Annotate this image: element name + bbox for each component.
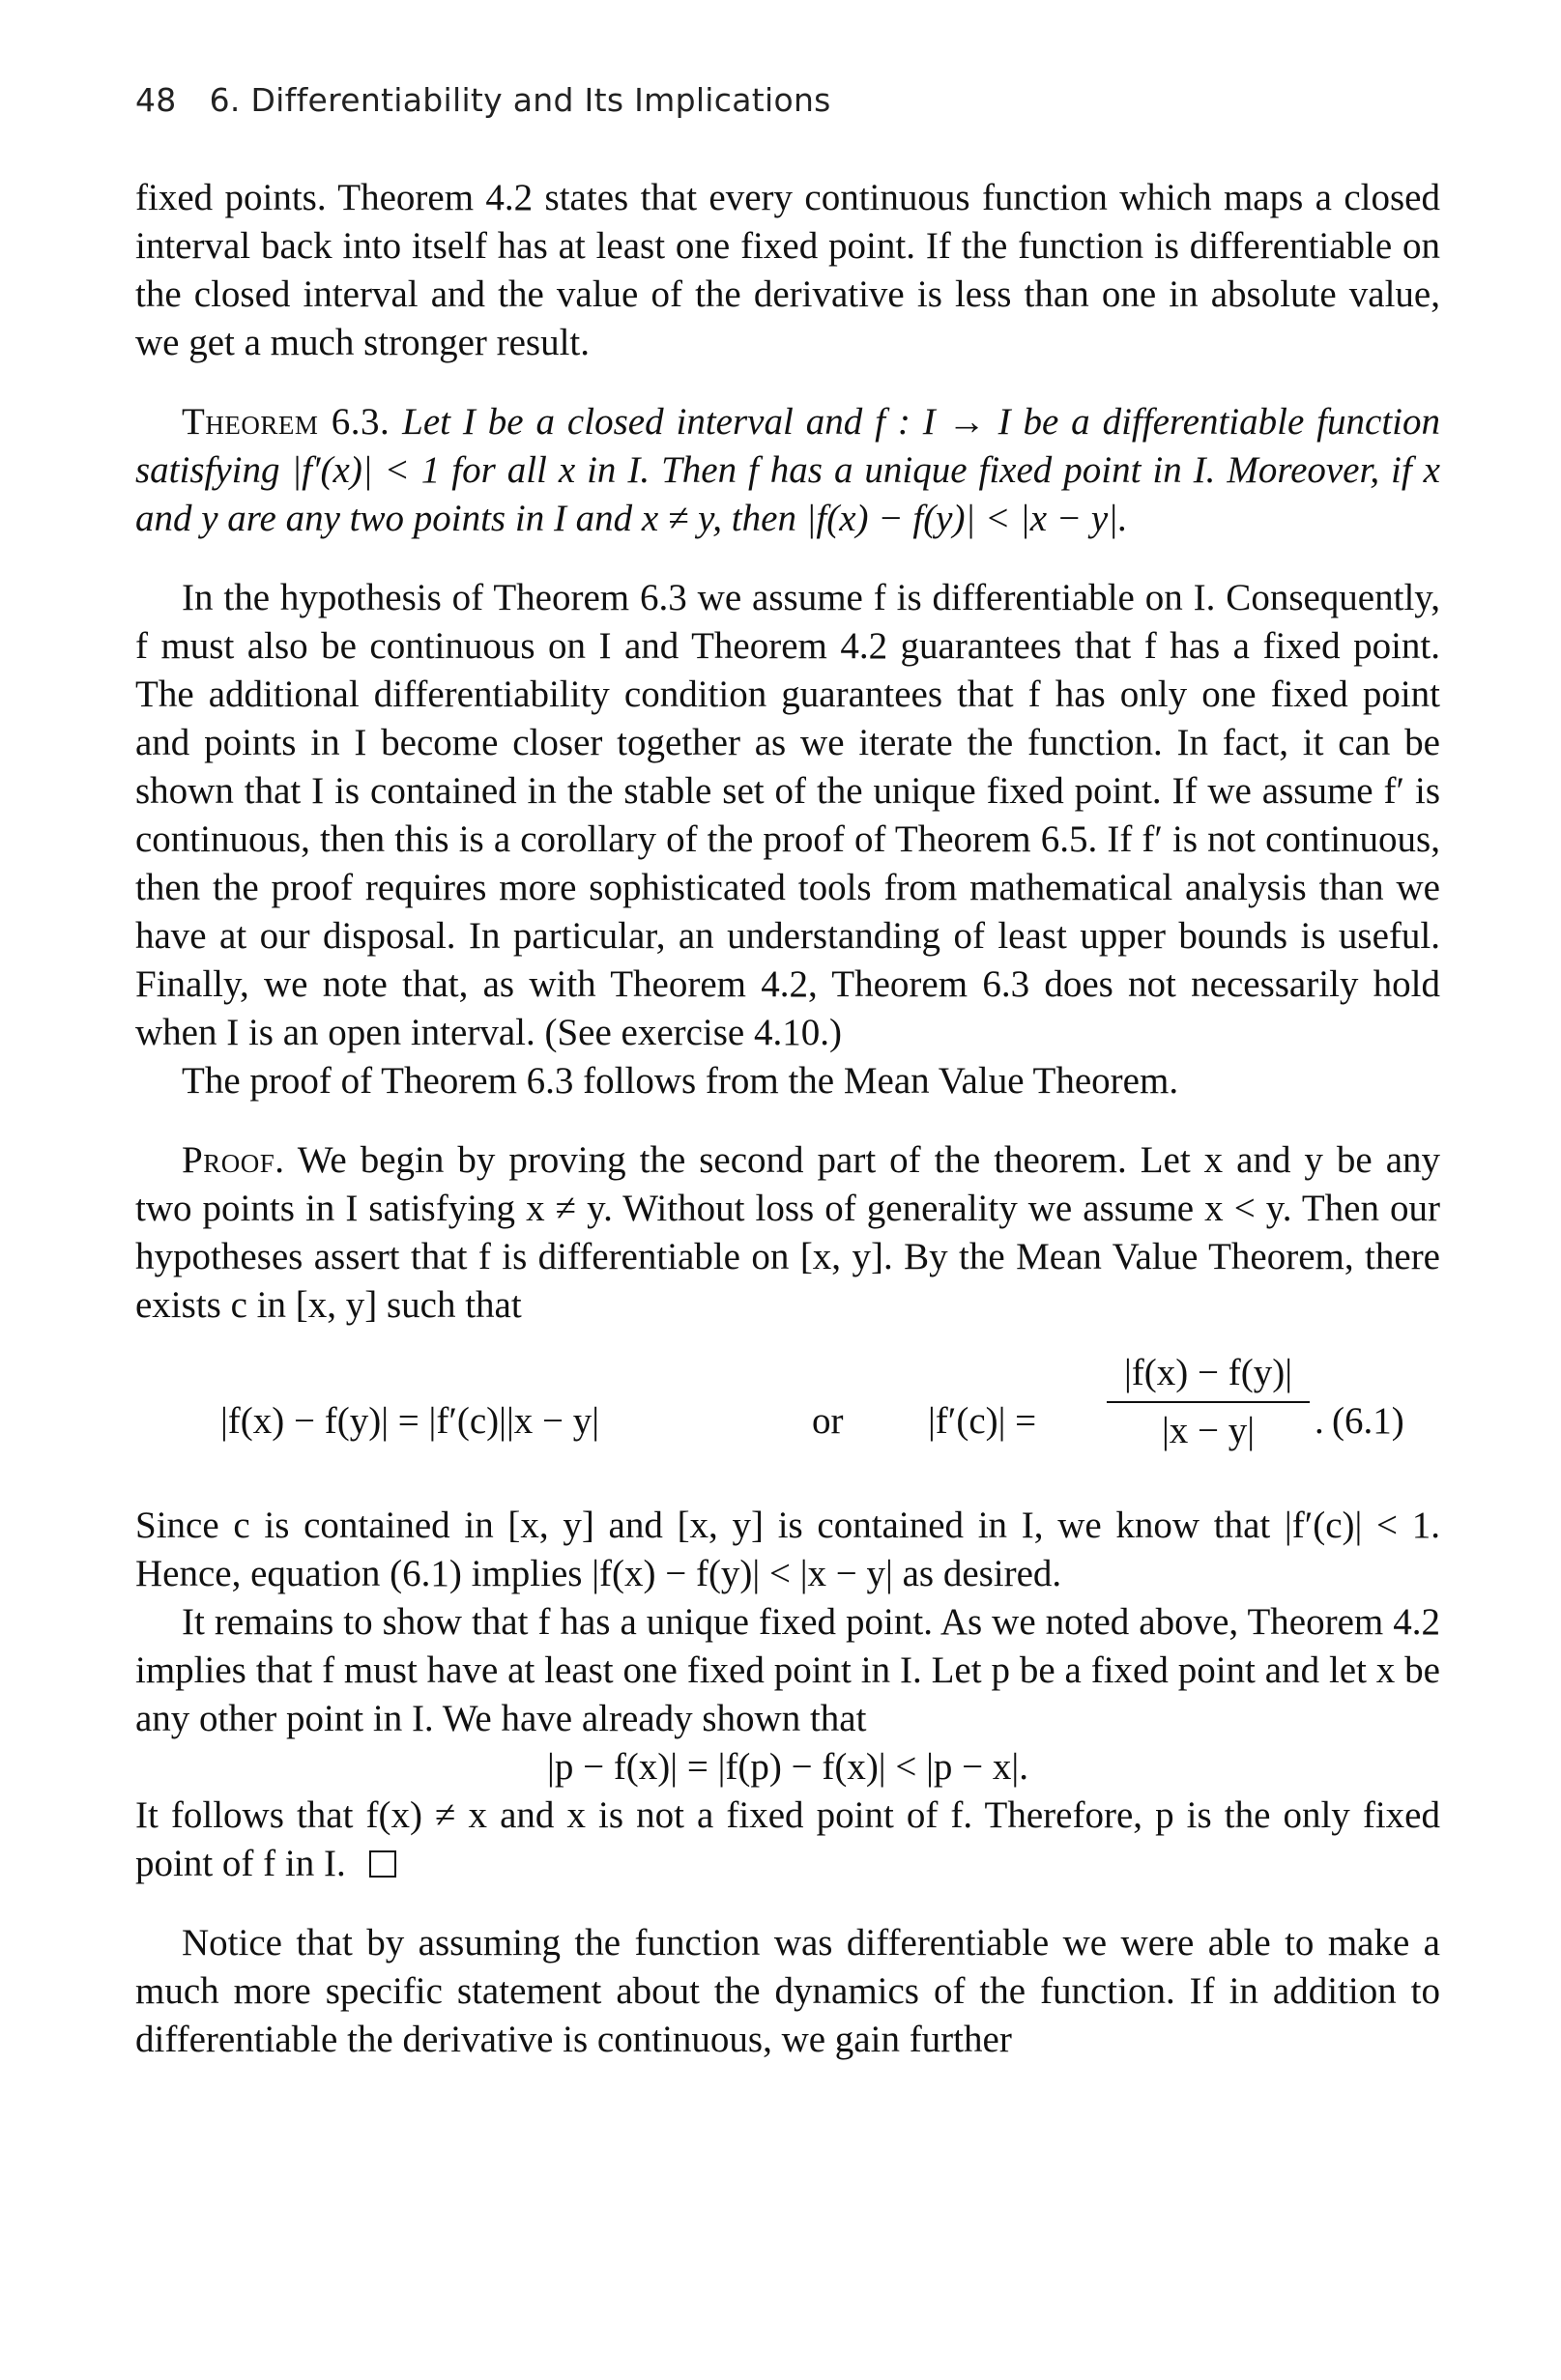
paragraph-notice: Notice that by assuming the function was differentiable we were able to make a much more specific statement about the dynamics of the function. If in addition to differentiable the derivative is continuous, we gain further <box>135 1922 1440 2060</box>
page-body <box>135 174 1440 2064</box>
proof-text: We begin by proving the second part of the theorem. Let x and y be any two points in I satisfying x ≠ y. Without loss of generality we assume x < y. Then our hypotheses assert that f is differentiable on [x, y]. By the Mean Value Theorem, there exists c in [x, y] such that <box>135 1139 1440 1326</box>
paragraph-hypothesis: In the hypothesis of Theorem 6.3 we assume f is differentiable on I. Consequently, f must also be continuous on I and Theorem 4.2 guarantees that f has a fixed point. The additional differentiability condition guarantees that f has only one fixed point and points in I become closer together as we iterate the function. In fact, it can be shown that I is contained in the stable set of the unique fixed point. If we assume f′ is continuous, then this is a corollary of the proof of Theorem 6.5. If f′ is not continuous, then the proof requires more sophisticated tools from mathematical analysis than we have at our disposal. In particular, an understanding of least upper bounds is useful. Finally, we note that, as with Theorem 4.2, Theorem 6.3 does not necessarily hold when I is an open interval. (See exercise 4.10.) <box>135 577 1440 1053</box>
theorem-label: Theorem 6.3. <box>182 401 390 443</box>
proof-paragraph <box>135 1136 1440 1330</box>
proof-label: Proof. <box>182 1139 285 1181</box>
equation-tag: (6.1) <box>1332 1400 1404 1442</box>
theorem-6-3 <box>135 398 1440 543</box>
paragraph-conclusion <box>135 1792 1440 1888</box>
equation-lhs: |f(x) − f(y)| = |f′(c)||x − y| <box>220 1400 600 1442</box>
qed-box-icon <box>369 1850 396 1878</box>
equation-period: . <box>1315 1400 1324 1442</box>
theorem-statement: Let I be a closed interval and f : I → I be a differentiable function satisfying |f′(x)| < 1 for all x in I. Then f has a unique fixed point in I. Moreover, if x and y are any two points in I and x ≠ y, then |f(x) − f(y)| < |x − y|. <box>135 401 1440 539</box>
equation-rhs: |f′(c)| = <box>928 1400 1037 1442</box>
fraction-numerator: |f(x) − f(y)| <box>1107 1349 1310 1403</box>
equation-fraction <box>1107 1349 1310 1455</box>
paragraph-mvt: The proof of Theorem 6.3 follows from the Mean Value Theorem. <box>182 1060 1179 1102</box>
conclusion-text: It follows that f(x) ≠ x and x is not a fixed point of f. Therefore, p is the only fixed point of f in I. <box>135 1794 1440 1884</box>
chapter-title: 6. Differentiability and Its Implications <box>209 81 831 119</box>
running-header <box>135 81 831 119</box>
page-number: 48 <box>135 81 177 119</box>
equation-fixed-point: |p − f(x)| = |f(p) − f(x)| < |p − x|. <box>547 1746 1028 1788</box>
paragraph-unique: It remains to show that f has a unique fixed point. As we noted above, Theorem 4.2 implies that f must have at least one fixed point in I. Let p be a fixed point and let x be any other point in I. We have already shown that <box>135 1601 1440 1739</box>
paragraph-since: Since c is contained in [x, y] and [x, y] is contained in I, we know that |f′(c)| < 1. Hence, equation (6.1) implies |f(x) − f(y)| < |x − y| as desired. <box>135 1505 1440 1594</box>
paragraph-intro: fixed points. Theorem 4.2 states that every continuous function which maps a closed interval back into itself has at least one fixed point. If the function is differentiable on the closed interval and the value of the derivative is less than one in absolute value, we get a much stronger result. <box>135 177 1440 363</box>
equation-6-1 <box>135 1347 1440 1492</box>
fraction-denominator: |x − y| <box>1161 1410 1256 1451</box>
equation-connector: or <box>812 1400 844 1442</box>
